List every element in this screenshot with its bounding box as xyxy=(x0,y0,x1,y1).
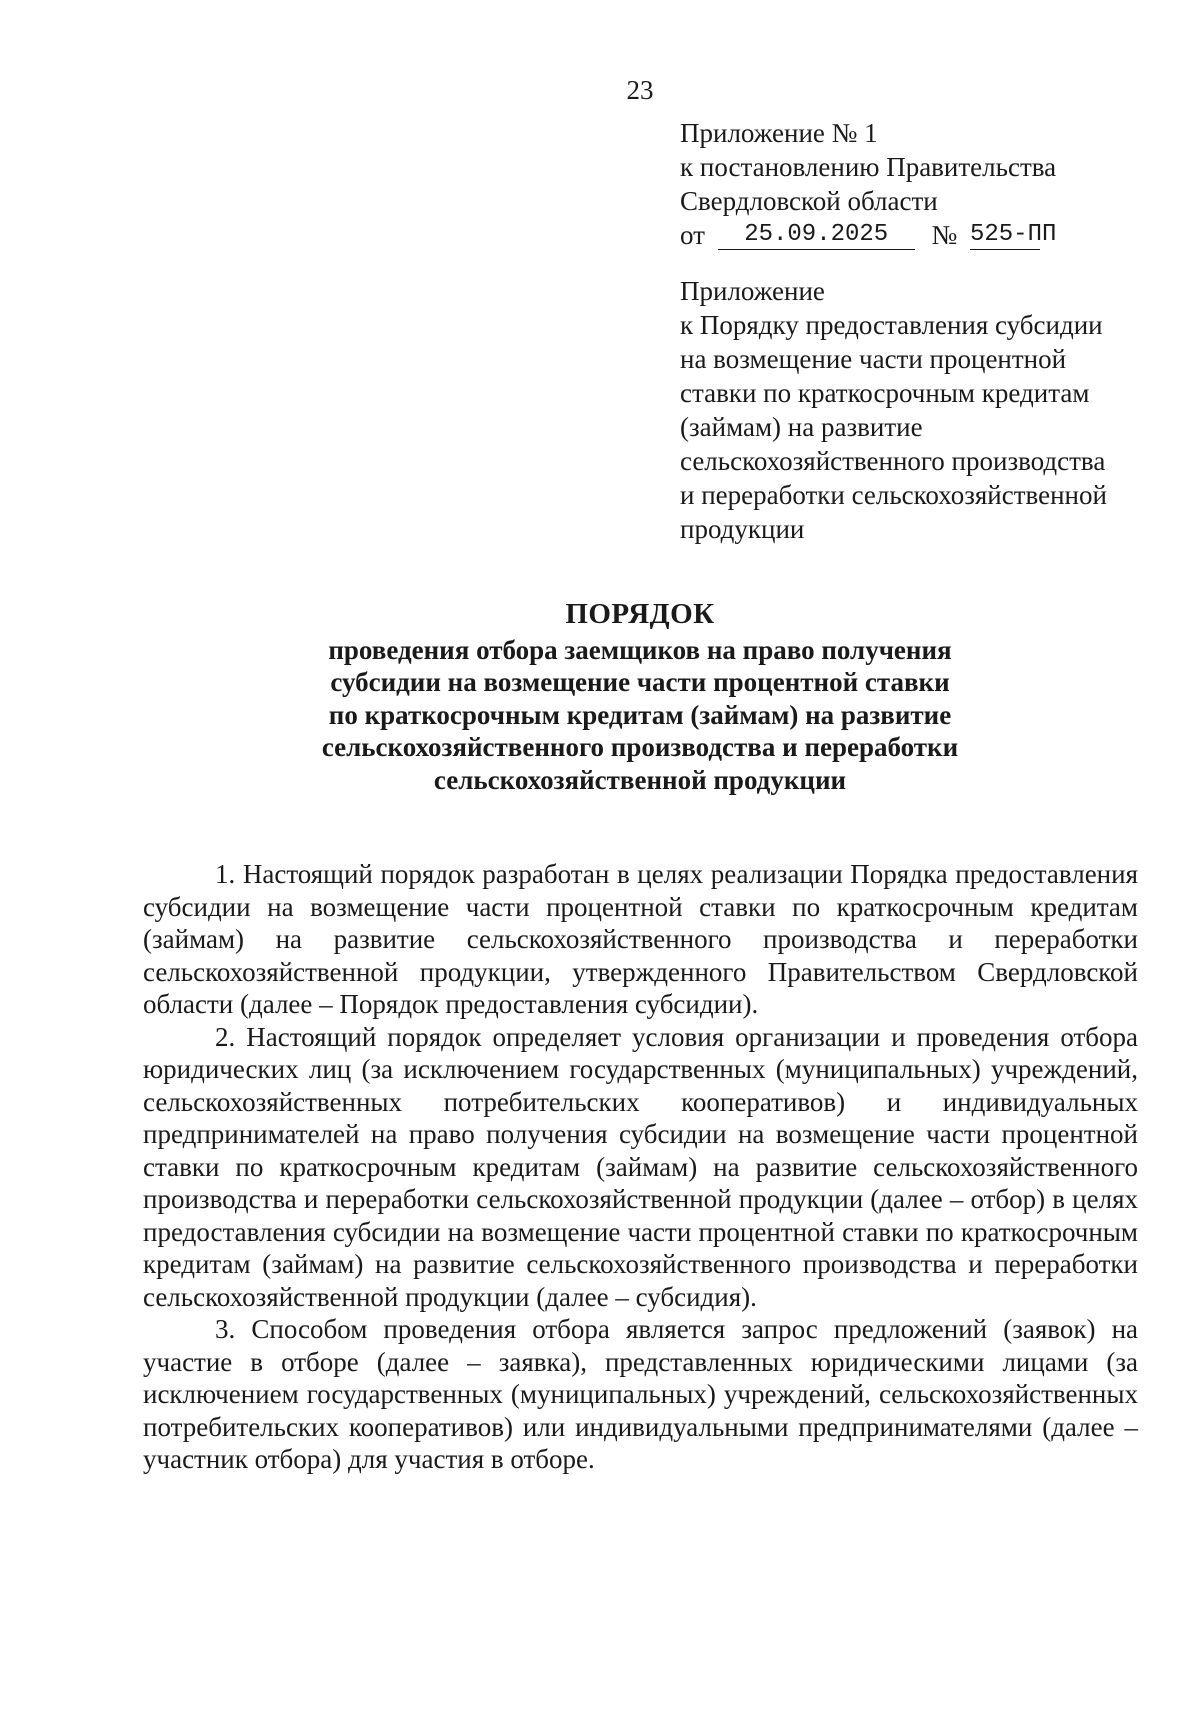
appendix-2-line: на возмещение части процентной xyxy=(680,344,1067,374)
title-line: субсидии на возмещение части процентной ставки xyxy=(330,667,950,697)
document-title xyxy=(240,598,1040,796)
paragraph-1: 1. Настоящий порядок разработан в целях реализации Порядка предоставления субсидии на возмещение части процентной ставки по краткосрочным кредитам (займам) на развитие сельскохозяйственного производства и переработки сельскохозяйственной продукции, утвержденного Правительством Свердловской области (далее – Порядок предоставления субсидии). xyxy=(143,859,1138,1019)
appendix-1-title: Приложение № 1 xyxy=(680,118,878,148)
appendix-1-header xyxy=(680,116,1150,254)
appendix-1-date-row xyxy=(680,218,1150,254)
appendix-2-line: продукции xyxy=(680,514,805,544)
page-number: 23 xyxy=(626,75,654,105)
appendix-1-line3: Свердловской области xyxy=(680,186,938,216)
decree-number: 525-ПП xyxy=(969,221,1057,248)
appendix-2-line: и переработки сельскохозяйственной xyxy=(680,480,1107,510)
appendix-1-line2: к постановлению Правительства xyxy=(680,152,1057,182)
appendix-2-line: (займам) на развитие xyxy=(680,412,923,442)
title-line: сельскохозяйственного производства и переработки xyxy=(321,732,959,762)
title-line: проведения отбора заемщиков на право получения xyxy=(328,634,952,665)
appendix-2-line: сельскохозяйственного производства xyxy=(680,446,1106,476)
number-prefix: № xyxy=(931,220,958,250)
decree-date: 25.09.2025 xyxy=(718,223,915,250)
date-prefix: от xyxy=(680,220,705,250)
appendix-2-line: Приложение xyxy=(680,276,825,306)
appendix-2-line: к Порядку предоставления субсидии xyxy=(680,310,1103,340)
title-line: по краткосрочным кредитам (займам) на развитие xyxy=(328,699,952,730)
document-body xyxy=(143,858,1138,1476)
paragraph-3: 3. Способом проведения отбора является запрос предложений (заявок) на участие в отборе (далее – заявка), представленных юридическими лицами (за исключением государственных (муниципальных) учреждений, сельскохозяйственных потребительских кооперативов) или индивидуальными предпринимателями (далее – участник отбора) для участия в отборе. xyxy=(143,1314,1138,1474)
title-line: сельскохозяйственной продукции xyxy=(433,764,847,795)
paragraph-2: 2. Настоящий порядок определяет условия организации и проведения отбора юридических лиц (за исключением государственных (муниципальных) учреждений, сельскохозяйственных потребительских кооперативов) и индивидуальных предпринимателей на право получения субсидии на возмещение части процентной ставки по краткосрочным кредитам (займам) на развитие сельскохозяйственного производства и переработки сельскохозяйственной продукции (далее – отбор) в целях предоставления субсидии на возмещение части процентной ставки по краткосрочным кредитам (займам) на развитие сельскохозяйственного производства и переработки сельскохозяйственной продукции (далее – субсидия). xyxy=(143,1021,1138,1312)
appendix-2-header xyxy=(680,274,1150,546)
title-main: ПОРЯДОК xyxy=(565,598,715,630)
appendix-2-line: ставки по краткосрочным кредитам xyxy=(680,378,1090,408)
